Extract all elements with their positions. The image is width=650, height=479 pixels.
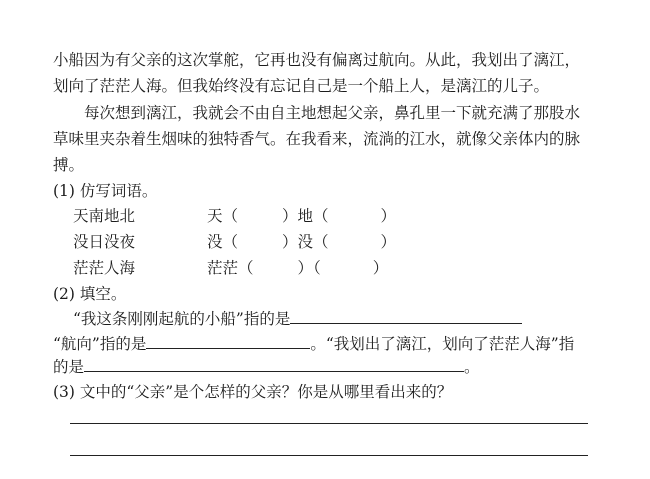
q2-c-prompt: 的是 [53, 358, 85, 376]
q1-row-2-part-1: 没（ [207, 233, 239, 251]
q1-row-1-part-1: 天（ [207, 207, 239, 225]
q1-row-2-part-3: ） [380, 233, 397, 251]
q1-label: (1) 仿写词语。 [53, 182, 158, 200]
q2-a-prompt: “我这条刚刚起航的小船”指的是 [73, 310, 291, 328]
q3-label: (3) 文中的“父亲”是个怎样的父亲？你是从哪里看出来的？ [53, 383, 453, 401]
q1-row-3-example: 茫茫人海 [73, 259, 136, 277]
q2-b-tail: 。“我划出了漓江，划向了茫茫人海”指 [310, 335, 575, 353]
q1-row-1-part-3: ） [380, 207, 397, 225]
q1-row-2-pattern [207, 232, 396, 252]
q1-row-1-pattern [207, 206, 396, 226]
q2-c-tail: 。 [464, 358, 480, 376]
q1-row-3-part-3: ） [372, 259, 389, 277]
q2-item-a [73, 309, 522, 329]
passage-line-3: 每次想到漓江，我就会不由自主地想起父亲，鼻孔里一下就充满了那股水 [84, 104, 581, 122]
q1-row-1-part-2: ）地（ [282, 207, 329, 225]
passage-line-5: 搏。 [53, 156, 85, 174]
q3-answer-line-1[interactable] [70, 423, 588, 424]
q2-c-blank[interactable] [84, 359, 464, 372]
q1-row-3-pattern [207, 258, 388, 278]
q1-row-3-part-2: ）（ [297, 259, 321, 277]
q1-row-1-example: 天南地北 [73, 207, 136, 225]
q3-answer-line-2[interactable] [70, 455, 588, 456]
q2-b-prompt: “航向”指的是 [53, 335, 147, 353]
q1-row-2-example: 没日没夜 [73, 233, 136, 251]
passage-line-4: 草味里夹杂着生烟味的独特香气。在我看来，流淌的江水，就像父亲体内的脉 [53, 130, 581, 148]
q2-a-blank[interactable] [290, 311, 522, 324]
q2-item-c [53, 357, 480, 377]
passage-line-1: 小船因为有父亲的这次掌舵，它再也没有偏离过航向。从此，我划出了漓江， [53, 51, 581, 69]
q2-label: (2) 填空。 [53, 285, 127, 303]
q2-b-blank[interactable] [146, 336, 310, 349]
q2-item-b [53, 334, 574, 354]
q1-row-2-part-2: ）没（ [282, 233, 329, 251]
passage-line-2: 划向了茫茫人海。但我始终没有忘记自己是一个船上人，是漓江的儿子。 [53, 77, 550, 95]
q1-row-3-part-1: 茫茫（ [207, 259, 254, 277]
